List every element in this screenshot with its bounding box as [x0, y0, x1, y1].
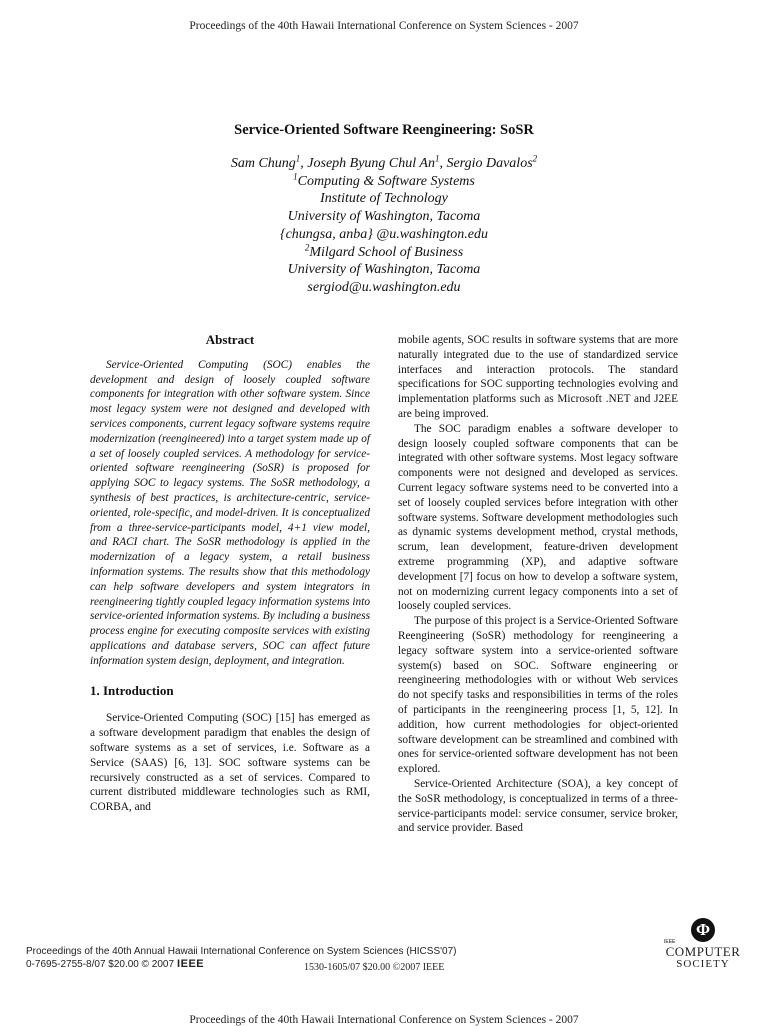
section-heading-introduction: 1. Introduction: [90, 682, 174, 698]
abstract-heading: Abstract: [205, 332, 255, 347]
logo-tag: IEEE: [664, 939, 676, 945]
proceedings-line: Proceedings of the 40th Annual Hawaii International Conference on System Sciences (HICSS'07): [26, 946, 457, 957]
affiliation-2-university: University of Washington, Tacoma: [287, 262, 481, 278]
affiliation-marker: 1: [293, 171, 298, 182]
affiliation-marker: 2: [532, 153, 538, 164]
affiliation-2: $^2$Milgard School of Business: [304, 241, 464, 260]
ieee-wordmark: IEEE: [177, 958, 205, 970]
ieee-cs-logo-icon: Φ: [691, 918, 715, 942]
isbn-line: 0-7695-2755-8/07 $20.00 © 2007 IEEE: [26, 958, 205, 970]
paper-title: Service-Oriented Software Reengineering: SoSR: [234, 122, 534, 138]
abstract-body: Service-Oriented Computing (SOC) enables the development and design of loosely coupled software components for integration with other software system. Since most legacy system were not designed and developed with services components, current legacy software systems require modernization (reengineered) into a target system made up of a set of loosely coupled services. A methodology for service-oriented software reengineering (SoSR) is proposed for applying SOC to legacy systems. The SoSR methodology, a synthesis of best practices, is architecture-centric, service-oriented, role-specific, and model-driven. It is conceptualized from a three-service-participants model, 4+1 view model, and RACI chart. The SoSR methodology is applied in the modernization of a legacy system, a retail business information systems. The results show that this methodology can help software developers and system integrators in reengineering tightly coupled legacy information systems into service-oriented information systems. By including a business process engine for executing composite services with existing applications and database servers, SOC can affect future information system design, deployment, and integration.: [90, 358, 370, 667]
intro-paragraph: The purpose of this project is a Service-Oriented Software Reengineering (SoSR) methodology for reengineering a legacy software system into a service-oriented software system(s) based on SOC. Software engineering or reengineering methodologies with or without Web services do not specify tasks and responsibilities in terms of the roles of participants in the reengineering process [1, 5, 12]. In addition, how current methodologies for object-oriented software development can be streamlined and combined with ones for service-oriented software development has not been explored.: [398, 615, 678, 776]
affiliation-1: $^1$Computing & Software Systems: [293, 171, 475, 189]
logo-word-computer: COMPUTER: [665, 944, 741, 959]
affiliation-1-university: University of Washington, Tacoma: [287, 209, 481, 225]
intro-paragraph-continued: mobile agents, SOC results in software systems that are more naturally integrated due to the use of standardized service interfaces and interaction protocols. The standard specifications for SOC supporting technologies evolving and implementation platforms such as Microsoft .NET and J2EE are being improved.: [398, 334, 678, 420]
intro-paragraph: Service-Oriented Computing (SOC) [15] has emerged as a software development paradigm that enables the design of software systems as a set of services, i.e. Software as a Service (SAAS) [6, 13]. SOC software systems can be recursively constructed as a set of services. Compared to current distributed middleware technologies such as RMI, CORBA, and: [90, 712, 370, 814]
right-column: [398, 333, 678, 836]
author-name: Joseph Byung Chul An: [307, 156, 435, 171]
affiliation-1-email: {chungsa, anba} @u.washington.edu: [279, 226, 489, 242]
author-block: [0, 155, 768, 297]
affiliation-marker: 2: [304, 241, 310, 252]
affiliation-marker: 1: [434, 153, 440, 164]
logo-word-society: SOCIETY: [676, 958, 730, 970]
running-footer: Proceedings of the 40th Hawaii International Conference on System Sciences - 2007: [189, 1014, 579, 1026]
author-names: Sam Chung$^1$, Joseph Byung Chul An$^1$, Sergio Davalos$^2$: [230, 153, 538, 171]
intro-paragraph: Service-Oriented Architecture (SOA), a key concept of the SoSR methodology, is conceptualized in terms of a three-service-participants model: service consumer, service broker, and service provider. Based: [398, 777, 678, 835]
intro-paragraph: The SOC paradigm enables a software developer to design loosely coupled software components that can be integrated with other software systems. Most legacy software components were not designed and developed as services. Current legacy software systems need to be converted into a set of loosely coupled services before integration with other software systems. Software development methodologies such as dynamic systems development method, crystal methods, scrum, lean development, feature-driven development extreme programming (XP), and adaptive software development [7] focus on how to develop a software system, not on modernizing current legacy components into a set of loosely coupled services.: [398, 422, 678, 613]
affiliation-marker: 1: [295, 153, 301, 164]
issn-line: 1530-1605/07 $20.00 ©2007 IEEE: [304, 962, 445, 973]
author-name: Sergio Davalos: [446, 156, 533, 171]
left-column: [90, 333, 370, 815]
running-header: Proceedings of the 40th Hawaii International Conference on System Sciences - 2007: [189, 20, 579, 32]
author-name: Sam Chung: [230, 156, 296, 171]
computer-society-logo: [660, 918, 746, 974]
affiliation-2-email: sergiod@u.washington.edu: [307, 279, 461, 295]
affiliation-1-institute: Institute of Technology: [320, 191, 448, 207]
